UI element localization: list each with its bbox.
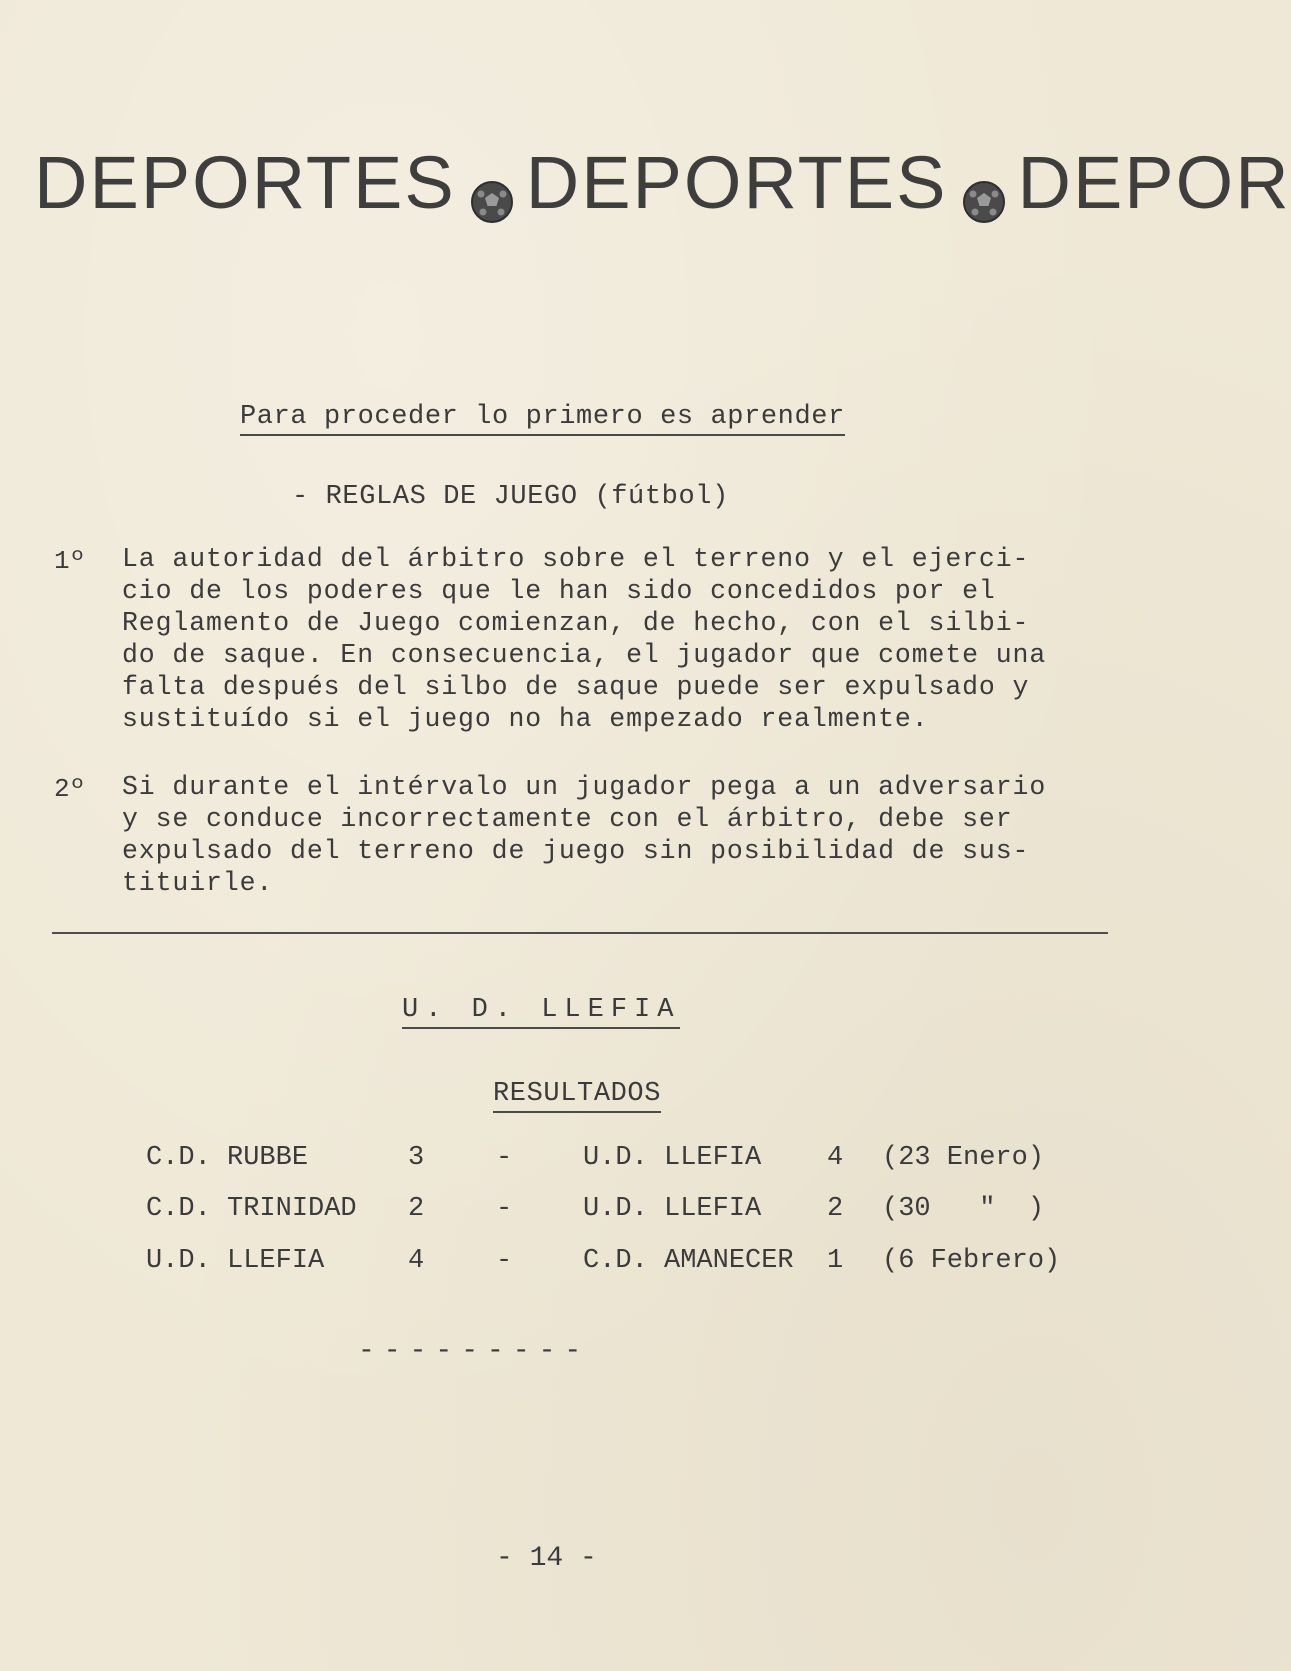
rule-paragraph: [122, 771, 1092, 899]
rule-line: do de saque. En consecuencia, el jugador que comete una: [122, 640, 1047, 670]
result-home-team: C.D. RUBBE: [146, 1143, 309, 1173]
results-title: RESULTADOS: [493, 1079, 661, 1113]
page-number: - 14 -: [496, 1543, 597, 1574]
rule-line: sustituído si el juego no ha empezado realmente.: [122, 704, 929, 734]
result-home-team: C.D. TRINIDAD: [146, 1194, 357, 1224]
result-away-team: C.D. AMANECER: [583, 1246, 794, 1276]
result-away-team: U.D. LLEFIA: [583, 1143, 762, 1173]
result-home-score: 2: [408, 1194, 425, 1224]
section-subtitle: Para proceder lo primero es aprender: [240, 402, 845, 436]
result-date: (6 Febrero): [882, 1246, 1061, 1276]
result-away-score: 1: [827, 1246, 844, 1276]
rule-line: falta después del silbo de saque puede ser expulsado y: [122, 672, 1030, 702]
rule-line: Reglamento de Juego comienzan, de hecho, con el silbi-: [122, 608, 1030, 638]
rule-line: tituirle.: [122, 868, 274, 898]
result-separator: -: [496, 1246, 513, 1276]
football-icon: [962, 159, 1006, 203]
football-icon: [470, 159, 514, 203]
result-separator: -: [496, 1143, 513, 1173]
rule-number: 1º: [54, 546, 86, 576]
banner-word-2: DEPORTES: [525, 141, 948, 225]
deportes-banner: [34, 138, 1291, 225]
rules-heading: - REGLAS DE JUEGO (fútbol): [292, 482, 729, 512]
banner-word-3: DEPOR: [1017, 141, 1291, 225]
result-away-score: 4: [827, 1143, 844, 1173]
result-home-team: U.D. LLEFIA: [146, 1246, 325, 1276]
rule-line: La autoridad del árbitro sobre el terreno y el ejerci-: [122, 544, 1030, 574]
club-title: U. D. LLEFIA: [402, 995, 680, 1029]
rule-line: y se conduce incorrectamente con el árbitro, debe ser: [122, 804, 1013, 834]
rule-line: cio de los poderes que le han sido concedidos por el: [122, 576, 996, 606]
result-home-score: 3: [408, 1143, 425, 1173]
result-date: (23 Enero): [882, 1143, 1045, 1173]
rule-number: 2º: [54, 774, 86, 804]
dash-separator: ---------: [358, 1336, 591, 1367]
result-away-score: 2: [827, 1194, 844, 1224]
result-home-score: 4: [408, 1246, 425, 1276]
rule-line: expulsado del terreno de juego sin posibilidad de sus-: [122, 836, 1030, 866]
rule-paragraph: [122, 543, 1092, 735]
banner-word-1: DEPORTES: [34, 141, 456, 225]
result-separator: -: [496, 1194, 513, 1224]
result-away-team: U.D. LLEFIA: [583, 1194, 762, 1224]
result-date: (30 " ): [882, 1194, 1045, 1224]
rule-line: Si durante el intérvalo un jugador pega a un adversario: [122, 772, 1047, 802]
section-divider: [52, 932, 1108, 934]
